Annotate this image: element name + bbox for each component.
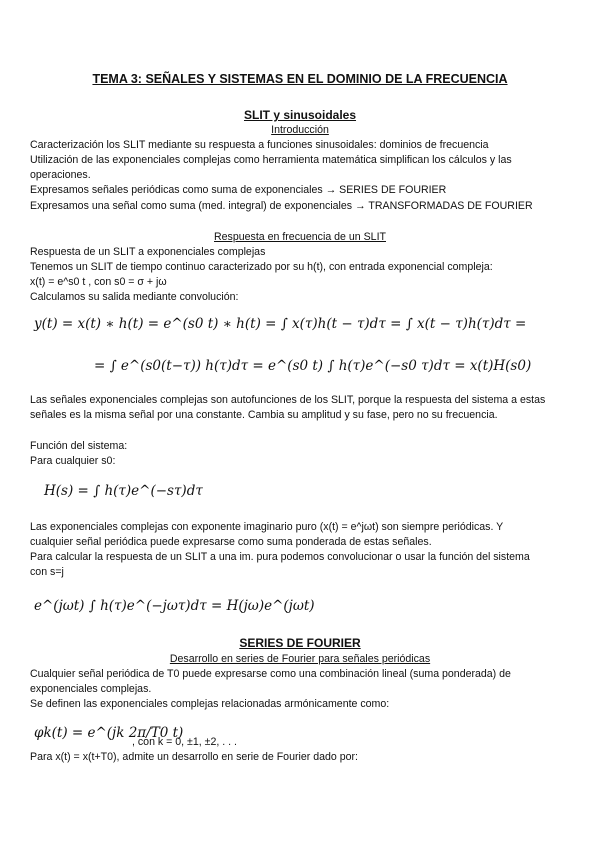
body-line: con s=j [30,566,64,578]
intro-line: Expresamos una señal como suma (med. integral) de exponenciales → TRANSFORMADAS DE FOURIER [30,200,533,212]
document-title: TEMA 3: SEÑALES Y SISTEMAS EN EL DOMINIO DE LA FRECUENCIA [92,72,508,86]
body-line: Para cualquier s0: [30,455,116,467]
body-line: Para calcular la respuesta de un SLIT a una im. pura podemos convolucionar o usar la función del sistema [30,551,530,563]
section-heading-series-fourier: SERIES DE FOURIER [239,636,361,650]
body-line: Cualquier señal periódica de T0 puede expresarse como una combinación lineal (suma ponderada) de [30,668,511,680]
pure-imaginary-response-equation: e^(jωt) ∫ h(τ)e^(−jωτ)dτ = H(jω)e^(jωt) [34,598,315,614]
body-line: x(t) = e^s0 t , con s0 = σ + jω [30,276,167,288]
body-line: Respuesta de un SLIT a exponenciales complejas [30,246,266,258]
equation-line-2: = ∫ e^(s0(t−τ)) h(τ)dτ = e^(s0 t) ∫ h(τ)e^(−s0 τ)dτ = x(t)H(s0) [94,358,532,374]
body-line: Las exponenciales complejas con exponente imaginario puro (x(t) = e^jωt) son siempre periódicas. Y [30,521,504,533]
body-line: Tenemos un SLIT de tiempo continuo caracterizado por su h(t), con entrada exponencial compleja: [30,261,493,273]
body-line: Se definen las exponenciales complejas relacionadas armónicamente como: [30,698,390,710]
harmonic-exponential-equation: φk(t) = e^(jk 2π/T0 t) [34,725,184,741]
section-heading-slit: SLIT y sinusoidales [243,108,357,122]
subheading-introduccion: Introducción [271,124,329,136]
intro-line: Utilización de las exponenciales complejas como herramienta matemática simplifican los cálculos y las [30,154,512,166]
subheading-desarrollo: Desarrollo en series de Fourier para señales periódicas [169,653,431,665]
body-line: cualquier señal periódica puede expresarse como suma ponderada de estas señales. [30,536,432,548]
subheading-respuesta: Respuesta en frecuencia de un SLIT [214,231,386,243]
body-line: Las señales exponenciales complejas son autofunciones de los SLIT, porque la respuesta del sistema a estas [30,394,546,406]
equation-line-1: y(t) = x(t) ∗ h(t) = e^(s0 t) ∗ h(t) = ∫ x(τ)h(t − τ)dτ = ∫ x(t − τ)h(τ)dτ = [34,316,527,332]
k-values-text: , con k = 0, ±1, ±2, . . . [132,736,237,748]
intro-line: Expresamos señales periódicas como suma de exponenciales → SERIES DE FOURIER [30,184,447,196]
body-line: Para x(t) = x(t+T0), admite un desarrollo en serie de Fourier dado por: [30,751,358,763]
body-line: exponenciales complejas. [30,683,152,695]
body-line: señales es la misma señal por una constante. Cambia su amplitud y su fase, pero no su frecuencia. [30,409,498,421]
body-line: Calculamos su salida mediante convolución: [30,291,239,303]
body-line: Función del sistema: [30,440,128,452]
system-function-equation: H(s) = ∫ h(τ)e^(−sτ)dτ [44,483,203,499]
intro-line: Caracterización los SLIT mediante su respuesta a funciones sinusoidales: dominios de frecuencia [30,139,489,151]
intro-line: operaciones. [30,169,91,181]
